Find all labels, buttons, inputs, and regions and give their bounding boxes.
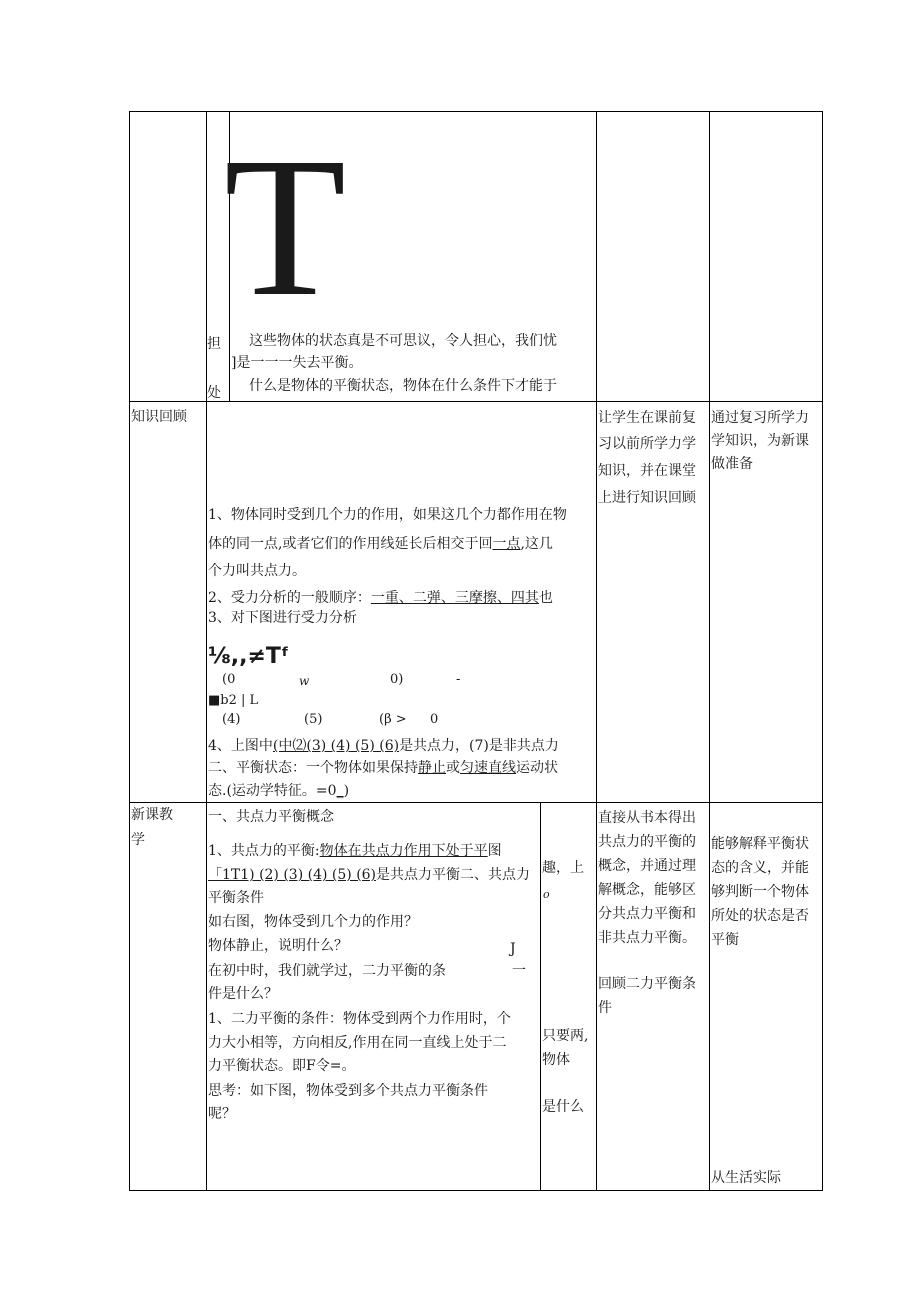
- review-p1c: 个力叫共点力。: [208, 563, 306, 579]
- table-left-border: [129, 111, 130, 1191]
- review-purpose-2: 习以前所学力学: [598, 436, 696, 452]
- table-right-border: [822, 111, 823, 1191]
- row-divider-1: [129, 401, 823, 402]
- lesson-purpose-7: 回顾二力平衡条: [598, 976, 696, 992]
- figure-label-i: 0: [430, 712, 439, 727]
- side-note-2: o: [543, 888, 550, 901]
- figure-symbols: ⅛,,≠Tᶠ: [208, 644, 290, 669]
- figure-label-c: 0): [390, 672, 404, 687]
- col-divider-label: [206, 111, 207, 1191]
- review-intent-2: 学知识，为新课: [711, 433, 809, 449]
- side-note-5: 是什么: [542, 1099, 584, 1115]
- lesson-intent-3: 够判断一个物体: [711, 884, 809, 900]
- review-p4: 4、上图中(中⑵(3) (4) (5) (6)是共点力，(7)是非共点力: [208, 738, 559, 754]
- lesson-line-9: 力大小相等，方向相反,作用在同一直线上处于二: [208, 1035, 507, 1051]
- left-char-1: 担: [207, 336, 221, 352]
- review-purpose-3: 知识，并在课堂: [598, 463, 696, 479]
- lesson-line-10: 力平衡状态。即F令=。: [208, 1058, 356, 1074]
- lesson-mark-dash: 一: [512, 963, 526, 979]
- intro-line-2: ]是一一一失去平衡。: [231, 355, 363, 371]
- lesson-line-3: 平衡条件: [208, 890, 264, 906]
- col-divider-intent: [709, 111, 710, 1191]
- lesson-line-5: 物体静止，说明什么？: [208, 938, 348, 954]
- table-top-border: [129, 111, 823, 112]
- lesson-intent-5: 平衡: [711, 932, 739, 948]
- lesson-line-4: 如右图，物体受到几个力的作用？: [208, 914, 418, 930]
- review-purpose-1: 让学生在课前复: [598, 410, 696, 426]
- figure-label-f: (4): [222, 712, 241, 727]
- review-intent-3: 做准备: [711, 456, 753, 472]
- lesson-purpose-6: 非共点力平衡。: [598, 930, 696, 946]
- col-divider-purpose: [596, 111, 597, 1191]
- lesson-mark-j: J: [510, 941, 516, 957]
- review-p1a: 1、物体同时受到几个力的作用，如果这几个力都作用在物: [208, 507, 567, 523]
- figure-label-e: ■b2 | L: [208, 693, 259, 708]
- side-note-1: 趣，上: [542, 860, 584, 876]
- side-note-3: 只要两,: [542, 1028, 589, 1044]
- review-intent-1: 通过复习所学力: [711, 410, 809, 426]
- review-p2: 2、受力分析的一般顺序：一重、二弹、三摩擦、四其也: [208, 590, 553, 606]
- review-purpose-4: 上进行知识回顾: [598, 490, 696, 506]
- row-divider-2: [129, 802, 823, 803]
- lesson-intent-2: 态的含义，并能: [711, 860, 809, 876]
- lesson-line-6: 在初中时，我们就学过，二力平衡的条: [208, 963, 446, 979]
- table-bottom-border: [129, 1190, 823, 1191]
- intro-line-3: 什么是物体的平衡状态，物体在什么条件下才能于: [249, 378, 557, 394]
- figure-label-a: (0: [222, 672, 236, 687]
- lesson-line-7: 件是什么？: [208, 986, 278, 1002]
- lesson-heading: 一、共点力平衡概念: [208, 809, 334, 825]
- lesson-line-1: 1、共点力的平衡:物体在共点力作用下处于平图: [208, 843, 502, 859]
- figure-label-g: (5): [304, 712, 323, 727]
- lesson-purpose-5: 分共点力平衡和: [598, 906, 696, 922]
- lesson-purpose-3: 概念，并通过理: [598, 858, 696, 874]
- lesson-purpose-2: 共点力的平衡的: [598, 834, 696, 850]
- figure-label-h: (β >: [379, 712, 407, 727]
- new-lesson-label-2: 学: [131, 832, 145, 848]
- lesson-purpose-8: 件: [598, 1000, 612, 1016]
- lesson-purpose-4: 解概念，能够区: [598, 882, 696, 898]
- lesson-intent-4: 所处的状态是否: [711, 908, 809, 924]
- new-lesson-label-1: 新课教: [131, 807, 173, 823]
- figure-label-d: -: [456, 672, 461, 687]
- side-note-4: 物体: [542, 1052, 570, 1068]
- intro-line-1: 这些物体的状态真是不可思议，令人担心，我们忧: [249, 333, 557, 349]
- lesson-purpose-1: 直接从书本得出: [598, 810, 696, 826]
- large-letter-graphic: T: [224, 117, 347, 338]
- lesson-line-8: 1、二力平衡的条件：物体受到两个力作用时，个: [208, 1011, 511, 1027]
- review-p6: 态.(运动学特征。=0_): [208, 783, 350, 799]
- lesson-intent-1: 能够解释平衡状: [711, 836, 809, 852]
- review-p5: 二、平衡状态：一个物体如果保持静止或匀速直线运动状: [208, 760, 558, 776]
- lesson-line-11: 思考：如下图，物体受到多个共点力平衡条件: [208, 1083, 488, 1099]
- left-char-2: 处: [207, 385, 221, 401]
- col-divider-sub: [540, 802, 541, 1190]
- review-p1b: 体的同一点,或者它们的作用线延长后相交于回一点,这几: [208, 536, 553, 552]
- lesson-line-12: 呢？: [208, 1106, 236, 1122]
- figure-label-b: w: [299, 674, 310, 688]
- lesson-line-2: 「1T1) (2) (3) (4) (5) (6)是共点力平衡二、共点力: [208, 867, 531, 883]
- review-label: 知识回顾: [131, 409, 187, 425]
- review-p3: 3、对下图进行受力分析: [208, 610, 357, 626]
- lesson-intent-6: 从生活实际: [711, 1170, 781, 1186]
